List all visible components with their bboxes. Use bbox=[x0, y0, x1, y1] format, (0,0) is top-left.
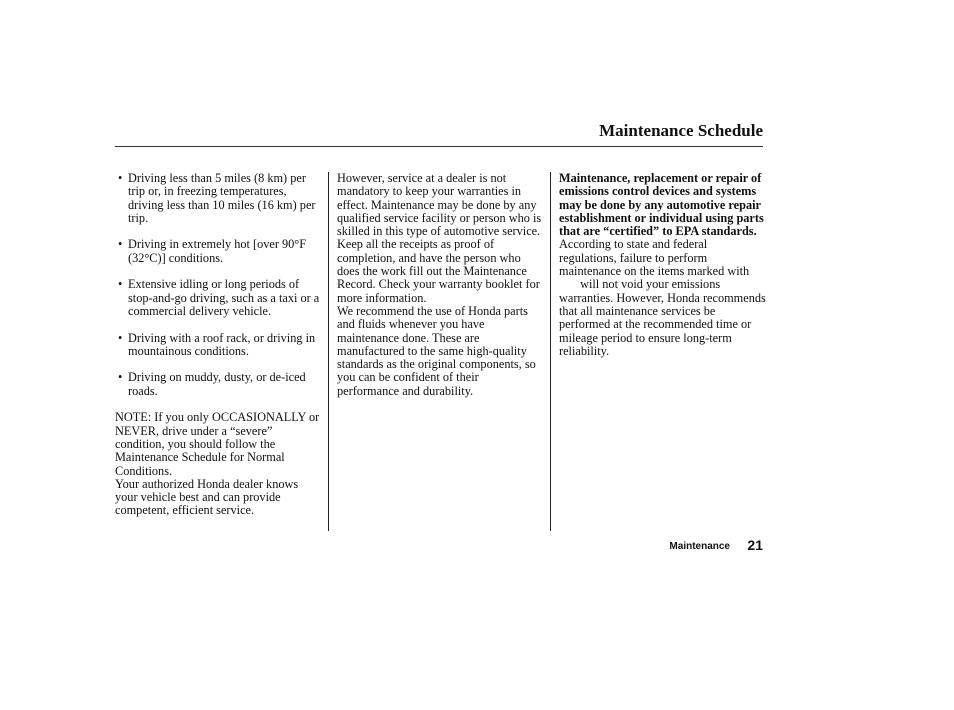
list-item-text: Driving with a roof rack, or driving in mountainous conditions. bbox=[128, 330, 316, 358]
honda-parts-paragraph: We recommend the use of Honda parts and fluids whenever you have maintenance done. These are manufactured to the same high-quality standards as the original components, so you can be confident of their performance and durability. bbox=[337, 303, 536, 398]
column-middle bbox=[337, 172, 542, 398]
dealer-paragraph: Your authorized Honda dealer knows your vehicle best and can provide competent, efficient service. bbox=[115, 476, 299, 518]
list-item bbox=[115, 332, 323, 359]
warranty-paragraph: However, service at a dealer is not mandatory to keep your warranties in effect. Maintenance may be done by any qualified service facility or person who is skilled in this type of automotive service. Keep all the receipts as proof of completion, and have the person who does the work fill out the Maintenance Record. Check your warranty booklet for more information. bbox=[337, 171, 542, 305]
note-paragraph: NOTE: If you only OCCASIONALLY or NEVER, drive under a “severe” condition, you should follow the Maintenance Schedule for Normal Conditions. bbox=[115, 410, 320, 478]
bullet-icon: • bbox=[118, 370, 123, 385]
regulations-text-start: According to state and federal regulations, failure to perform maintenance on the items marked with bbox=[559, 237, 750, 279]
column-divider-left bbox=[328, 172, 329, 531]
list-item bbox=[115, 371, 323, 398]
bullet-icon: • bbox=[118, 237, 123, 252]
page-title: Maintenance Schedule bbox=[599, 121, 763, 140]
column-right bbox=[559, 172, 766, 358]
emissions-notice: Maintenance, replacement or repair of emissions control devices and systems may be done by any automotive repair establishment or individual using parts that are “certified” to EPA standards. bbox=[559, 171, 764, 239]
bullet-icon: • bbox=[118, 171, 123, 185]
title-rule bbox=[115, 146, 763, 147]
list-item bbox=[115, 278, 323, 318]
list-item-text: Driving on muddy, dusty, or de-iced roads. bbox=[128, 370, 306, 398]
column-divider-right bbox=[550, 172, 551, 531]
bullet-icon: • bbox=[118, 330, 123, 345]
bullet-icon: • bbox=[118, 277, 123, 292]
footer-section-label: Maintenance bbox=[669, 541, 730, 552]
regulations-paragraph bbox=[559, 238, 766, 358]
list-item bbox=[115, 172, 323, 225]
list-item-text: Driving in extremely hot [over 90°F (32°C)] conditions. bbox=[128, 237, 307, 265]
list-item-text: Extensive idling or long periods of stop-and-go driving, such as a taxi or a commercial delivery vehicle. bbox=[128, 277, 320, 318]
regulations-text-end: will not void your emissions warranties. However, Honda recommends that all maintenance services be performed at the recommended time or mileage period to ensure long-term reliability. bbox=[559, 277, 766, 358]
column-left bbox=[115, 172, 323, 518]
page-number: 21 bbox=[747, 537, 763, 553]
list-item bbox=[115, 238, 323, 265]
list-item-text: Driving less than 5 miles (8 km) per trip or, in freezing temperatures, driving less than 10 miles (16 km) per trip. bbox=[128, 171, 316, 225]
severe-conditions-list bbox=[115, 172, 323, 398]
